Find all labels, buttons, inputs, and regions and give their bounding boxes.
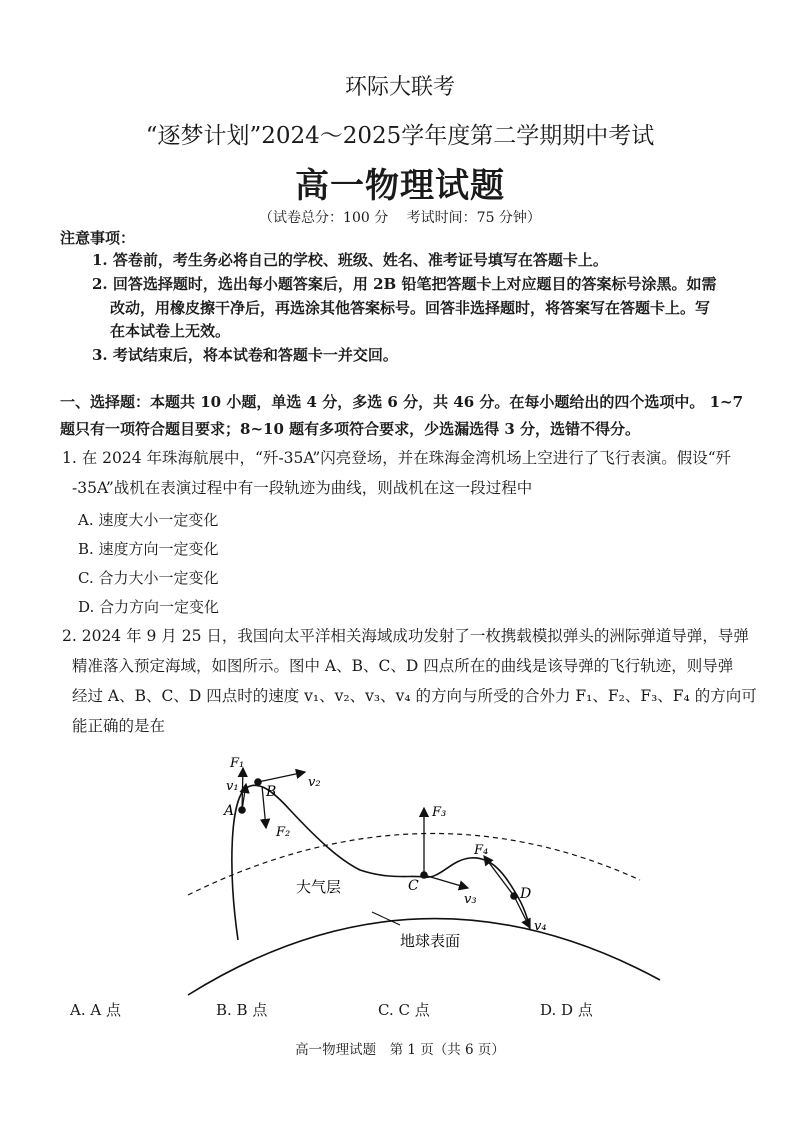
label-a: A: [224, 803, 235, 819]
notice-item-2-line-1: 2. 回答选择题时，选出每小题答案后，用 2B 铅笔把答题卡上对应题目的答案标号涂黑。如需: [92, 275, 717, 293]
label-f2: F₂: [276, 825, 291, 840]
earth-surface-curve: [188, 919, 660, 995]
label-v4: v₄: [534, 919, 547, 934]
vector-f4: [484, 856, 514, 896]
missile-trajectory: [232, 785, 530, 940]
vector-v2: [258, 772, 305, 782]
q2-option-d: D. D 点: [540, 1001, 593, 1019]
label-earth-surface: 地球表面: [400, 932, 461, 950]
label-b: B: [266, 784, 277, 800]
label-f1: F₁: [230, 756, 245, 771]
q2-stem-line-4: 能正确的是在: [72, 717, 166, 735]
notice-item-3: 3. 考试结束后，将本试卷和答题卡一并交回。: [92, 346, 398, 364]
q2-option-a: A. A 点: [70, 1001, 121, 1019]
section-1-line-1: 一、选择题：本题共 10 小题，单选 4 分，多选 6 分，共 46 分。在每小题给出的四个选项中。 1~7: [60, 393, 744, 411]
notice-item-1: 1. 答卷前，考生务必将自己的学校、班级、姓名、准考证号填写在答题卡上。: [92, 251, 608, 269]
page-footer: 高一物理试题 第 1 页（共 6 页）: [295, 1042, 505, 1058]
q2-option-b: B. B 点: [216, 1001, 268, 1019]
q1-option-d: D. 合力方向一定变化: [78, 598, 220, 616]
subject-title: 高一物理试题: [295, 166, 505, 206]
exam-title: “逐梦计划”2024～2025学年度第二学期期中考试: [145, 123, 655, 149]
notice-item-2-line-2: 改动，用橡皮擦干净后，再选涂其他答案标号。回答非选择题时，将答案写在答题卡上。写: [110, 299, 711, 317]
section-1-line-2: 题只有一项符合题目要求；8~10 题有多项符合要求，少选漏选得 3 分，选错不得分。: [60, 420, 640, 438]
label-v2: v₂: [308, 775, 321, 790]
q1-stem-line-2: -35A”战机在表演过程中有一段轨迹为曲线，则战机在这一段过程中: [72, 479, 533, 497]
org-title: 环际大联考: [344, 75, 455, 100]
notice-item-2-line-3: 在本试卷上无效。: [110, 322, 231, 340]
q2-stem-line-3: 经过 A、B、C、D 四点时的速度 v₁、v₂、v₃、v₄ 的方向与所受的合外力 F₁、F₂、F₃、F₄ 的方向可: [72, 687, 757, 705]
label-v1: v₁: [226, 779, 239, 794]
label-v3: v₃: [464, 892, 477, 907]
q2-stem-line-1: 2. 2024 年 9 月 25 日，我国向太平洋相关海域成功发射了一枚携载模拟弹头的洲际弹道导弹，导弹: [62, 627, 749, 645]
label-d: D: [520, 886, 532, 902]
label-c: C: [408, 878, 419, 894]
q1-stem-line-1: 1. 在 2024 年珠海航展中，“歼-35A”闪亮登场，并在珠海金湾机场上空进行了飞行表演。假设“歼: [62, 449, 732, 467]
q2-stem-line-2: 精准落入预定海域，如图所示。图中 A、B、C、D 四点所在的曲线是该导弹的飞行轨迹，则导弹: [72, 657, 734, 675]
label-atmosphere: 大气层: [296, 878, 342, 896]
label-f3: F₃: [432, 805, 447, 820]
notice-title: 注意事项：: [60, 229, 136, 247]
q2-option-c: C. C 点: [378, 1001, 430, 1019]
trajectory-figure: [0, 740, 800, 1000]
exam-meta: （试卷总分：100 分 考试时间：75 分钟）: [259, 210, 541, 226]
vector-v3: [424, 875, 468, 888]
q1-option-a: A. 速度大小一定变化: [78, 511, 219, 529]
q1-option-c: C. 合力大小一定变化: [78, 569, 219, 587]
label-f4: F₄: [474, 843, 489, 858]
q1-option-b: B. 速度方向一定变化: [78, 540, 219, 558]
